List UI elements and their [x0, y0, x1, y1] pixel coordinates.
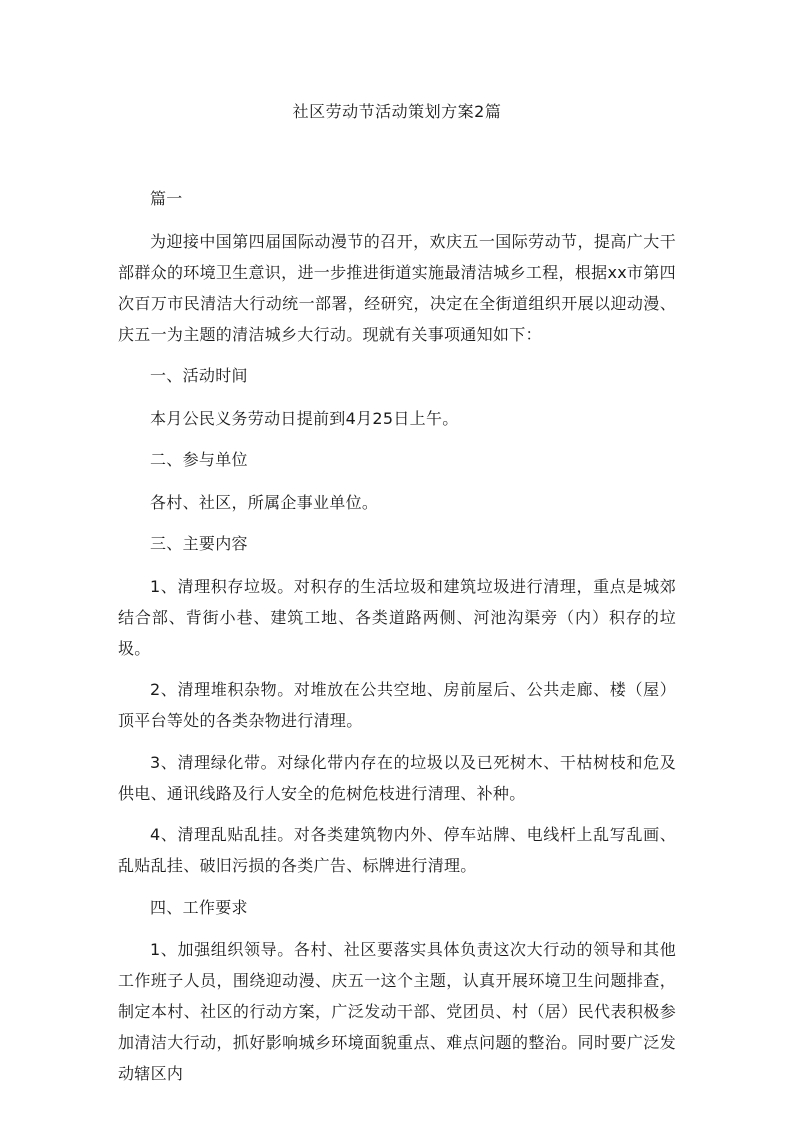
heading-activity-time: 一、活动时间 [150, 366, 248, 385]
document-body [118, 183, 676, 1100]
content-item-3: 3、清理绿化带。对绿化带内存在的垃圾以及已死树木、干枯树枝和危及供电、通讯线路及行人安全的危树危枝进行清理、补种。 [118, 752, 676, 803]
content-item-1: 1、清理积存垃圾。对积存的生活垃圾和建筑垃圾进行清理，重点是城郊结合部、背街小巷、建筑工地、各类道路两侧、河池沟渠旁（内）积存的垃圾。 [118, 576, 676, 658]
section-label: 篇一 [150, 189, 183, 208]
paragraph-activity-time: 本月公民义务劳动日提前到4月25日上午。 [150, 408, 459, 428]
content-item-4: 4、清理乱贴乱挂。对各类建筑物内外、停车站牌、电线杆上乱写乱画、乱贴乱挂、破旧污损的各类广告、标牌进行清理。 [118, 825, 676, 875]
paragraph-participants: 各村、社区，所属企事业单位。 [150, 492, 379, 512]
heading-work-requirements: 四、工作要求 [150, 897, 248, 917]
document-title: 社区劳动节活动策划方案2篇 [292, 102, 502, 121]
heading-participants: 二、参与单位 [150, 450, 248, 469]
content-item-2: 2、清理堆积杂物。对堆放在公共空地、房前屋后、公共走廊、楼（屋）顶平台等处的各类杂物进行清理。 [118, 680, 676, 730]
heading-main-content: 三、主要内容 [150, 534, 248, 553]
requirement-item-1: 1、加强组织领导。各村、社区要落实具体负责这次大行动的领导和其他工作班子人员，围绕迎动漫、庆五一这个主题，认真开展环境卫生问题排查，制定本村、社区的行动方案，广泛发动干部、党团员、村（居）民代表积极参加清洁大行动，抓好影响城乡环境面貌重点、难点问题的整治。同时要广泛发动辖区内 [118, 940, 676, 1083]
intro-paragraph: 为迎接中国第四届国际动漫节的召开，欢庆五一国际劳动节，提高广大干部群众的环境卫生意识，进一步推进街道实施最清洁城乡工程，根据xx市第四次百万市民清洁大行动统一部署，经研究，决定在全街道组织开展以迎动漫、庆五一为主题的清洁城乡大行动。现就有关事项通知如下： [118, 231, 676, 344]
